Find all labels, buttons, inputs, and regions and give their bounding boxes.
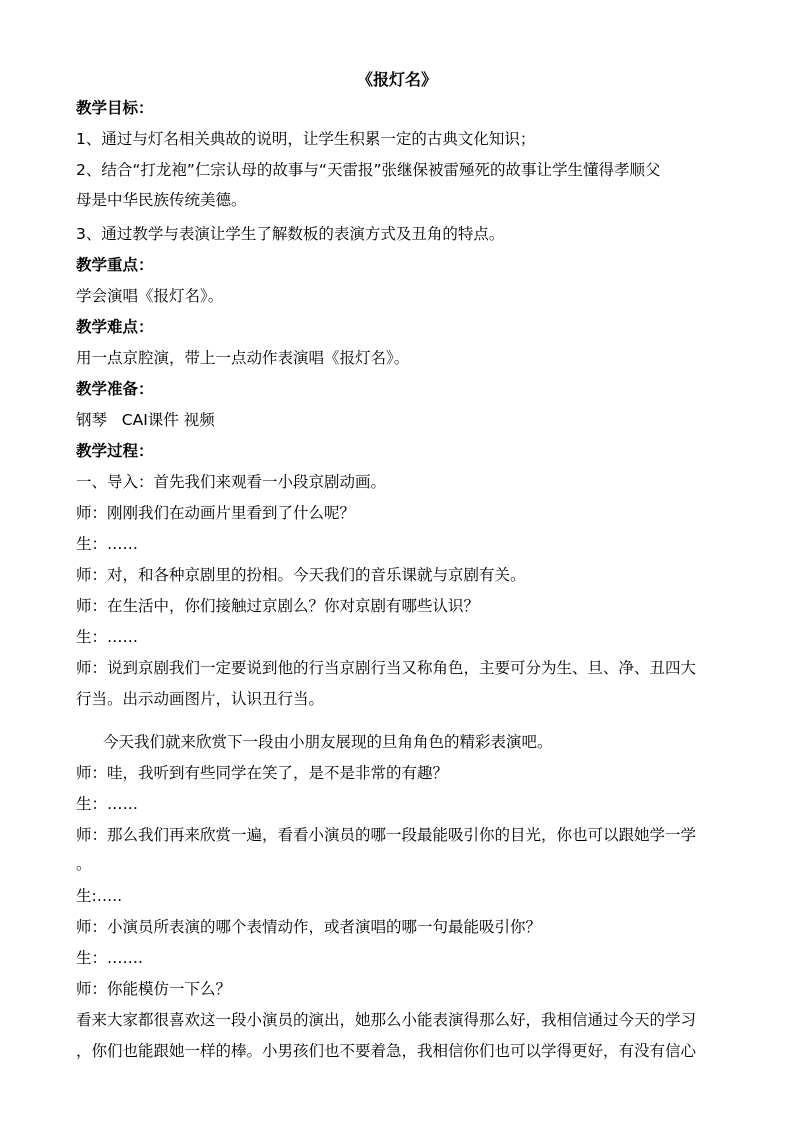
heading-preparation: 教学准备： xyxy=(76,380,154,398)
process-line: 师：说到京剧我们一定要说到他的行当京剧行当又称角色，主要可分为生、旦、净、丑四大 xyxy=(76,659,697,677)
process-line: 师：在生活中，你们接触过京剧么？你对京剧有哪些认识？ xyxy=(76,597,480,615)
heading-process: 教学过程： xyxy=(76,442,154,460)
process-paragraph-indented: 今天我们就来欣赏下一段由小朋友展现的旦角角色的精彩表演吧。 xyxy=(103,733,553,751)
process-line: 。 xyxy=(76,855,92,873)
process-line: 师：你能模仿一下么？ xyxy=(76,980,232,998)
process-line: 师：那么我们再来欣赏一遍，看看小演员的哪一段最能吸引你的目光，你也可以跟她学一学 xyxy=(76,826,697,844)
goal-item-2: 2、结合“打龙袍”仁宗认母的故事与“天雷报”张继保被雷殛死的故事让学生懂得孝顺父 xyxy=(76,161,661,179)
process-line: 看来大家都很喜欢这一段小演员的演出，她那么小能表演得那么好，我相信通过今天的学习 xyxy=(76,1011,697,1029)
preparation-text: 钢琴 CAI课件 视频 xyxy=(76,411,215,429)
difficulties-text: 用一点京腔演，带上一点动作表演唱《报灯名》。 xyxy=(76,349,410,367)
process-line: 师：对，和各种京剧里的扮相。今天我们的音乐课就与京剧有关。 xyxy=(76,566,526,584)
document-title: 《报灯名》 xyxy=(356,70,437,89)
heading-key-points: 教学重点： xyxy=(76,256,154,274)
goal-item-1: 1、通过与灯名相关典故的说明，让学生积累一定的古典文化知识； xyxy=(76,130,536,148)
process-line: 生：……. xyxy=(76,949,143,967)
process-line: 生：…… xyxy=(76,795,139,813)
process-line: 一、导入：首先我们来观看一小段京剧动画。 xyxy=(76,473,387,491)
process-line: 师：小演员所表演的哪个表情动作，或者演唱的哪一句最能吸引你？ xyxy=(76,918,542,936)
process-line: 生：…… xyxy=(76,628,139,646)
goal-item-3: 3、通过教学与表演让学生了解数板的表演方式及丑角的特点。 xyxy=(76,225,505,243)
key-points-text: 学会演唱《报灯名》。 xyxy=(76,287,224,305)
heading-difficulties: 教学难点： xyxy=(76,318,154,336)
process-line: 师：哇，我听到有些同学在笑了，是不是非常的有趣？ xyxy=(76,764,449,782)
heading-teaching-goals: 教学目标： xyxy=(76,99,154,117)
goal-item-2-continued: 母是中华民族传统美德。 xyxy=(76,191,247,209)
process-line: 生:….. xyxy=(76,887,123,905)
process-line: 行当。出示动画图片，认识丑行当。 xyxy=(76,690,325,708)
process-line: 生：…… xyxy=(76,535,139,553)
process-line: 师：刚刚我们在动画片里看到了什么呢？ xyxy=(76,504,356,522)
process-line: ，你们也能跟她一样的棒。小男孩们也不要着急，我相信你们也可以学得更好，有没有信心 xyxy=(76,1042,697,1060)
